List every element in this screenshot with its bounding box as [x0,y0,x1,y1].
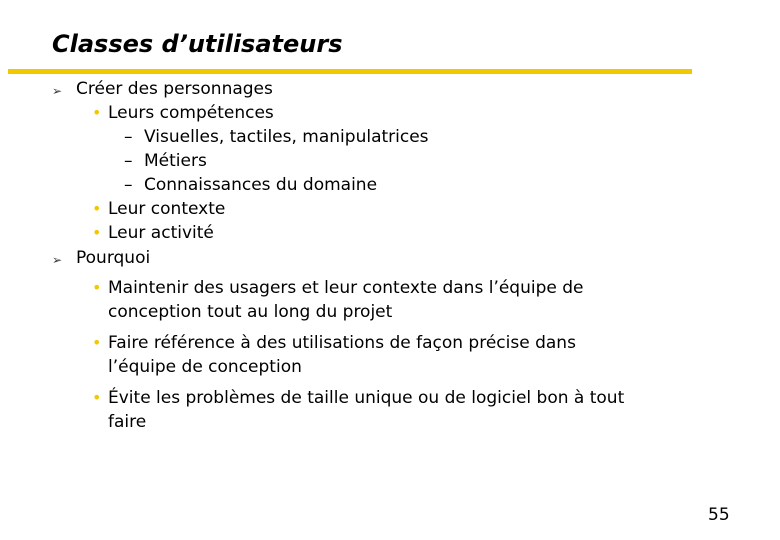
page-number: 55 [708,505,730,525]
arrow-bullet-icon: ➢ [52,84,63,98]
dot-bullet-icon: • [92,388,102,407]
bullet-l3-connaissances: Connaissances du domaine [144,175,378,195]
bullet-l3-metiers: Métiers [144,151,207,171]
dash-bullet-icon: – [124,151,133,171]
bullet-l3-visuelles: Visuelles, tactiles, manipulatrices [144,127,429,147]
bullet-l2-contexte: Leur contexte [108,199,226,219]
bullet-l2-maintenir-cont: conception tout au long du projet [108,302,393,322]
dot-bullet-icon: • [92,199,102,218]
bullet-l2-competences: Leurs compétences [108,103,274,123]
bullet-l2-evite-cont: faire [108,412,147,432]
title-underline [8,69,692,74]
bullet-l1-pourquoi: Pourquoi [76,248,151,268]
slide-title: Classes d’utilisateurs [52,30,343,58]
dot-bullet-icon: • [92,278,102,297]
bullet-l2-evite: Évite les problèmes de taille unique ou de logiciel bon à tout [108,388,625,408]
bullet-l2-activite: Leur activité [108,223,214,243]
bullet-l1-create-personas: Créer des personnages [76,79,273,99]
dot-bullet-icon: • [92,223,102,242]
dash-bullet-icon: – [124,127,133,147]
bullet-l2-faire-reference-cont: l’équipe de conception [108,357,302,377]
bullet-l2-faire-reference: Faire référence à des utilisations de façon précise dans [108,333,576,353]
dot-bullet-icon: • [92,333,102,352]
arrow-bullet-icon: ➢ [52,253,63,267]
dash-bullet-icon: – [124,175,133,195]
bullet-l2-maintenir: Maintenir des usagers et leur contexte dans l’équipe de [108,278,584,298]
dot-bullet-icon: • [92,103,102,122]
